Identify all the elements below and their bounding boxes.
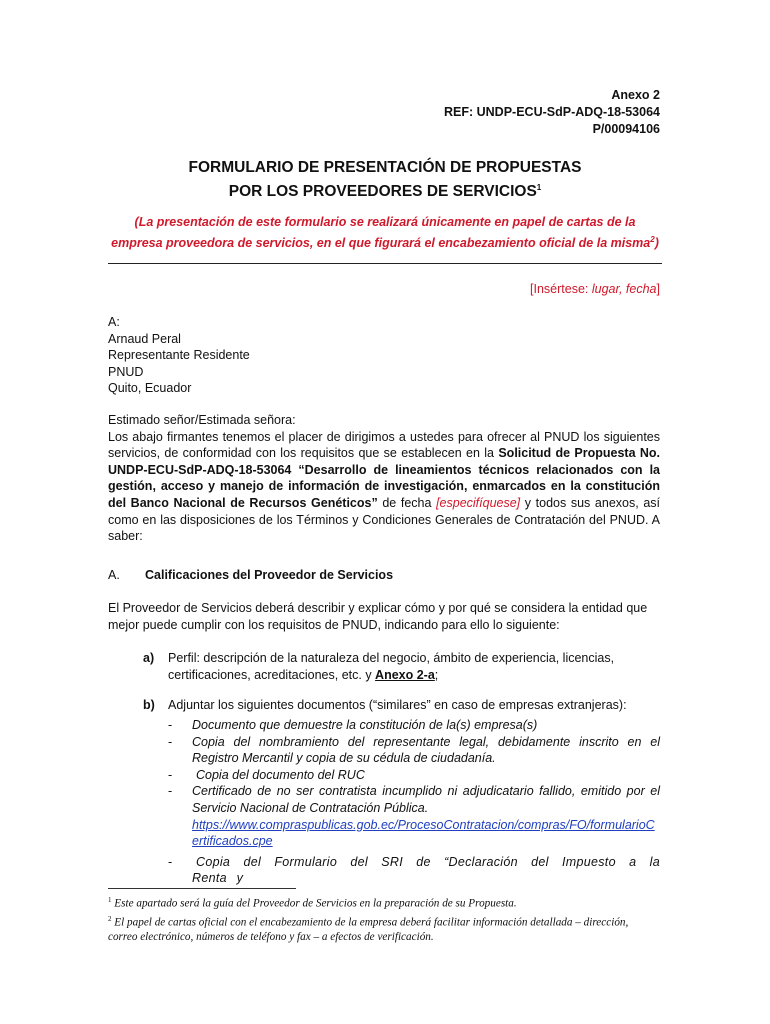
documents-list [168, 717, 660, 887]
document-header [444, 87, 660, 138]
dash-bullet: - [168, 854, 173, 869]
doc-text: Copia del nombramiento del representante legal, debidamente inscrito en el Registro Mercantil y copia de su cédula de ciudadanía. [192, 734, 660, 766]
dash-bullet: - [168, 767, 173, 782]
footnote-1-mark: 1 [108, 896, 112, 904]
note-close: ) [654, 236, 659, 251]
title-line-2: POR LOS PROVEEDORES DE SERVICIOS [228, 183, 537, 201]
reference-number: REF: UNDP-ECU-SdP-ADQ-18-53064 [443, 105, 660, 119]
provider-text: El Proveedor de Servicios deberá describir y explicar cómo y por qué se considera la entidad que mejor puede cumplir con los requisitos de PNUD, indicando para ello lo siguiente: [108, 601, 648, 632]
title-line-1: FORMULARIO DE PRESENTACIÓN DE PROPUESTAS [188, 159, 582, 176]
place-date-placeholder [530, 282, 660, 296]
place-close: ] [656, 282, 660, 296]
list-item [168, 854, 660, 887]
date-placeholder: [especifíquese] [436, 495, 521, 510]
letter-body [108, 412, 660, 545]
note-line-2: empresa proveedora de servicios, en el que figurará el encabezamiento oficial de la misma [111, 236, 651, 251]
list-item [168, 783, 660, 849]
item-b-text: Adjuntar los siguientes documentos (“similares” en caso de empresas extranjeras): [168, 698, 627, 712]
doc-text: Documento que demuestre la constitución de la(s) empresa(s) [192, 718, 538, 732]
footnote-separator [108, 888, 296, 889]
letter-p1-mid: de fecha [377, 495, 437, 510]
horizontal-divider [108, 263, 662, 264]
greeting: Estimado señor/Estimada señora: [108, 413, 296, 427]
form-title [0, 158, 770, 202]
instruction-note [108, 213, 662, 252]
recipient-address [108, 314, 660, 397]
item-b-label: b) [143, 698, 155, 712]
address-name: Arnaud Peral [108, 331, 181, 346]
item-a-text: Perfil: descripción de la naturaleza del negocio, ámbito de experiencia, licencias, certificaciones, acreditaciones, etc. y [168, 651, 615, 682]
footnote-2-mark: 2 [108, 914, 112, 923]
address-city: Quito, Ecuador [108, 381, 192, 396]
annex-label: Anexo 2 [611, 88, 660, 102]
p-number: P/00094106 [592, 122, 660, 136]
doc-text: Copia del documento del RUC [196, 767, 365, 782]
footnotes [108, 893, 660, 945]
list-item [168, 767, 660, 784]
list-item [168, 734, 660, 767]
title-footnote-mark: 1 [536, 183, 542, 192]
dash-bullet: - [168, 718, 173, 732]
address-org: PNUD [108, 364, 144, 379]
address-to: A: [108, 315, 120, 329]
list-item [168, 717, 660, 734]
certificates-link[interactable]: https://www.compraspublicas.gob.ec/ProcesoContratacion/compras/FO/formularioCertificados.cpe [192, 817, 655, 849]
place-italic: lugar, fecha [591, 282, 657, 296]
footnote-2 [108, 912, 660, 946]
solicitation-title: Solicitud de Propuesta No. UNDP-ECU-SdP-ADQ-18-53064 “Desarrollo de lineamientos técnicos relacionados con la gestión, acceso y manejo de información de investigación, enmarcados en la constitución del Banco Nacional de Recursos Genéticos” [108, 446, 660, 510]
dash-bullet: - [168, 784, 173, 799]
footnote-2-text: El papel de cartas oficial con el encabezamiento de la empresa deberá facilitar información detallada – dirección, correo electrónico, números de teléfono y fax – a efectos de verificación. [108, 916, 629, 944]
note-line-1: (La presentación de este formulario se realizará únicamente en papel de cartas de la [134, 215, 636, 229]
dash-bullet: - [168, 734, 173, 749]
footnote-1 [108, 893, 660, 912]
place-open: [Insértese: [530, 282, 592, 296]
letter-p1: Los abajo firmantes tenemos el placer de dirigimos a ustedes para ofrecer al PNUD los siguientes servicios, de conformidad con los requisitos que se establecen en la [108, 429, 660, 461]
section-a-heading [108, 568, 393, 582]
item-a-label: a) [143, 651, 155, 665]
note-footnote-mark: 2 [650, 235, 655, 244]
section-title: Calificaciones del Proveedor de Servicios [145, 568, 394, 582]
item-a-end: ; [434, 667, 439, 682]
letter-p1-end: y todos sus anexos, así como en las disposiciones de los Términos y Condiciones Generales de Contratación del PNUD. A saber: [108, 495, 660, 544]
footnote-1-text: Este apartado será la guía del Proveedor de Servicios en la preparación de su Propuesta. [114, 897, 517, 910]
doc-text: Copia del Formulario del SRI de “Declaración del Impuesto a la Renta y [192, 854, 660, 886]
annex-2a-reference: Anexo 2-a [375, 667, 435, 682]
address-role: Representante Residente [108, 348, 250, 363]
letter-paragraph [108, 429, 660, 545]
doc-text: Certificado de no ser contratista incumplido ni adjudicatario fallido, emitido por el Servicio Nacional de Contratación Pública. [192, 784, 660, 815]
section-letter: A. [108, 568, 120, 582]
